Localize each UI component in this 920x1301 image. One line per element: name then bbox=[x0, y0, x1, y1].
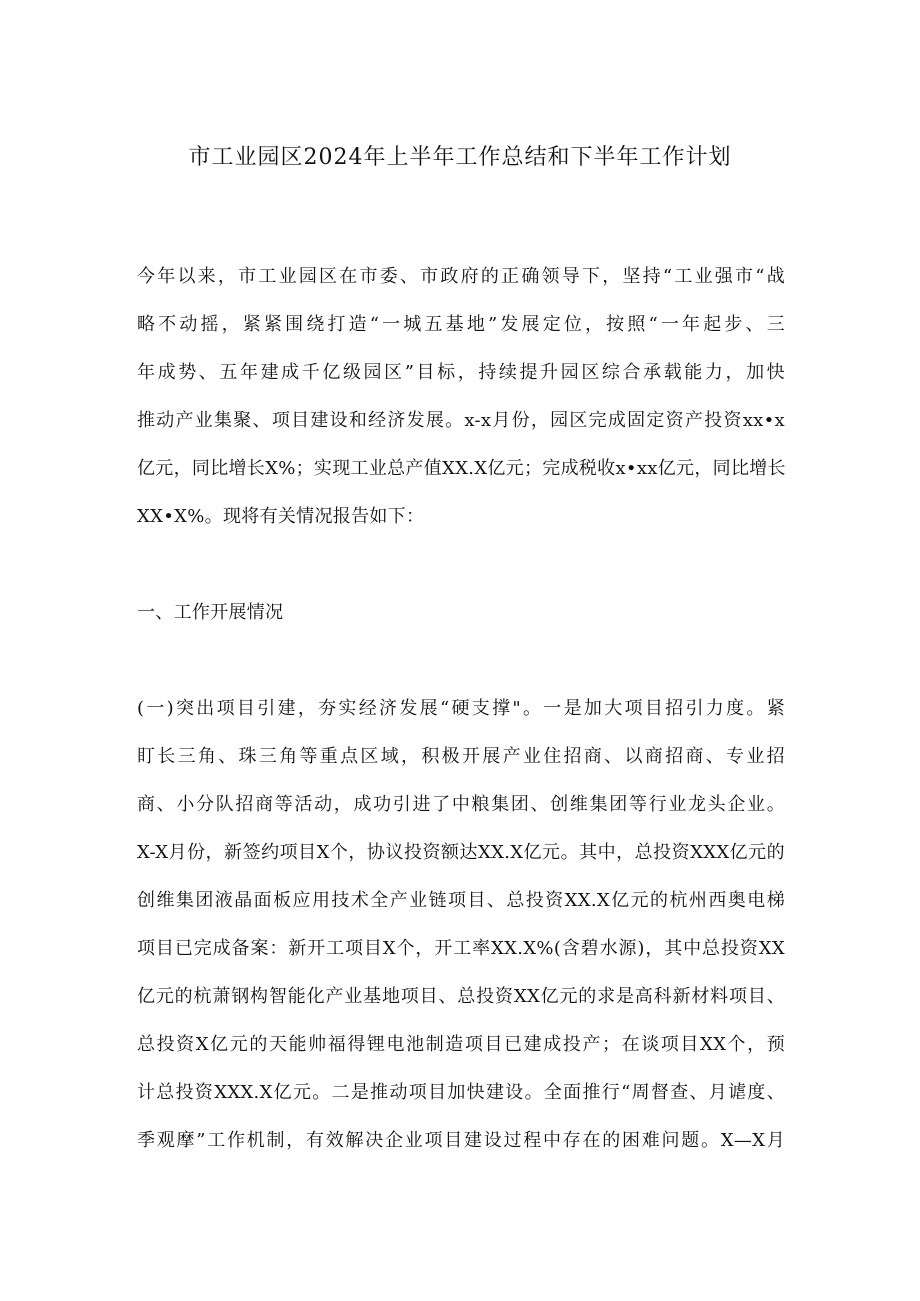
section-line: 季观摩”工作机制，有效解决企业项目建设过程中存在的困难问题。X—X月 bbox=[137, 1130, 785, 1151]
intro-line: 亿元，同比增长X%；实现工业总产值XX.X亿元；完成税收x•xx亿元，同比增长 bbox=[137, 458, 786, 479]
section-line: 计总投资XXX.X亿元。二是推动项目加快建设。全面推行“周督查、月谑度、 bbox=[137, 1082, 785, 1103]
section-line: 项目已完成备案：新开工项目X个，开工率XX.X%(含碧水源)，其中总投资XX bbox=[137, 938, 785, 959]
intro-line: XX•X%。现将有关情况报告如下： bbox=[137, 506, 425, 527]
section-line: 总投资X亿元的天能帅福得锂电池制造项目已建成投产；在谈项目XX个，预 bbox=[137, 1034, 785, 1055]
section-line: 创维集团液晶面板应用技术全产业链项目、总投资XX.X亿元的杭州西奥电梯 bbox=[137, 890, 785, 911]
section-line: 亿元的杭萧钢构智能化产业基地项目、总投资XX亿元的求是高科新材料项目、 bbox=[137, 986, 785, 1007]
section-heading: 一、工作开展情况 bbox=[137, 602, 284, 623]
section-line: (一)突出项目引建，夯实经济发展“硬支撑"。一是加大项目招引力度。紧 bbox=[137, 698, 785, 719]
section-line: 商、小分队招商等活动，成功引进了中粮集团、创维集团等行业龙头企业。 bbox=[137, 794, 785, 815]
intro-line: 今年以来，市工业园区在市委、市政府的正确领导下，坚持“工业强市“战 bbox=[137, 266, 785, 287]
section-line: X-X月份，新签约项目X个，协议投资额达XX.X亿元。其中，总投资XXX亿元的 bbox=[137, 842, 785, 863]
intro-line: 年成势、五年建成千亿级园区”目标，持续提升园区综合承载能力，加快 bbox=[137, 362, 785, 383]
section-line: 盯长三角、珠三角等重点区域，积极开展产业住招商、以商招商、专业招 bbox=[137, 746, 785, 767]
intro-line: 推动产业集聚、项目建设和经济发展。x-x月份，园区完成固定资产投资xx•x bbox=[137, 410, 785, 431]
intro-line: 略不动摇，紧紧围绕打造“一城五基地”发展定位，按照“一年起步、三 bbox=[137, 314, 785, 335]
document-title: 市工业园区2024年上半年工作总结和下半年工作计划 bbox=[188, 145, 732, 170]
